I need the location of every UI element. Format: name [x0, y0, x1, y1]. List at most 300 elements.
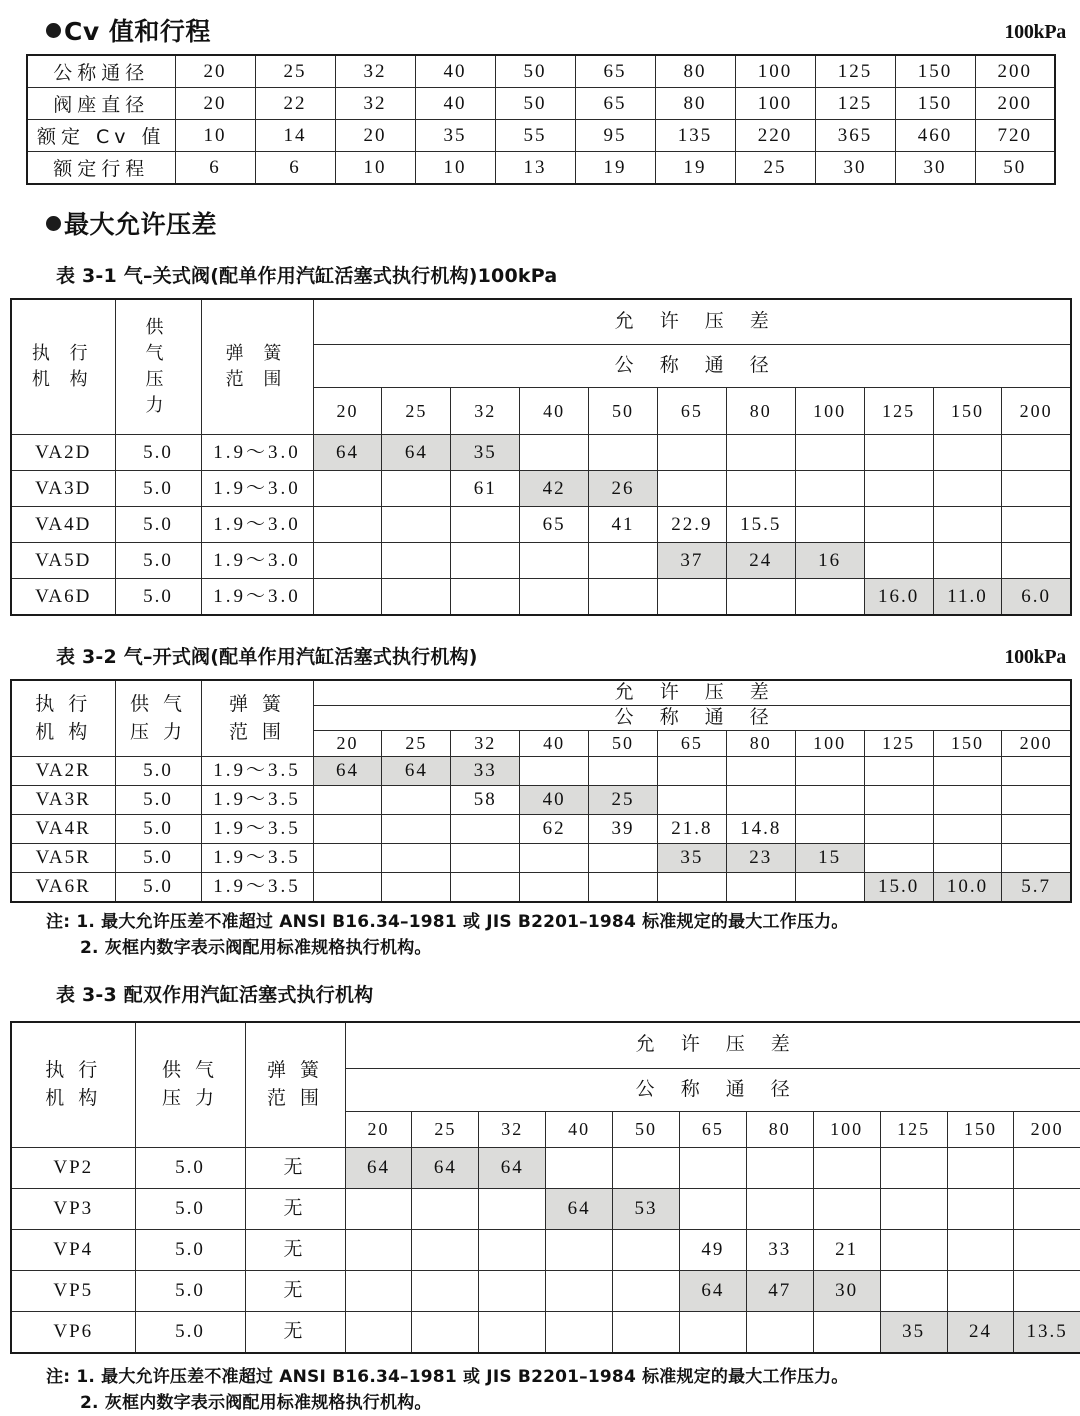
cv-cell: 95 [575, 120, 655, 152]
group-header-nominal-diameter: 公 称 通 径 [345, 1068, 1080, 1111]
col-header-dn: 50 [589, 731, 658, 757]
cell-allowable-dp: 6.0 [1002, 579, 1071, 616]
cv-cell: 100 [735, 88, 815, 120]
cell-allowable-dp: 42 [520, 471, 589, 507]
cell-spring-range: 1.9～3.5 [201, 873, 313, 903]
cell-supply-pressure: 5.0 [115, 757, 201, 786]
cv-cell: 365 [815, 120, 895, 152]
cell-supply-pressure: 5.0 [115, 873, 201, 903]
cell-allowable-dp: 33 [451, 757, 520, 786]
table-row [11, 507, 1071, 543]
cell-allowable-dp: 15.0 [864, 873, 933, 903]
cell-allowable-dp [451, 579, 520, 616]
cv-cell: 20 [175, 88, 255, 120]
cv-cell: 200 [975, 88, 1055, 120]
cv-cell: 460 [895, 120, 975, 152]
cell-allowable-dp: 37 [657, 543, 726, 579]
col-header-dn: 20 [313, 388, 382, 435]
cv-cell: 25 [735, 152, 815, 185]
cell-allowable-dp: 41 [589, 507, 658, 543]
cell-spring-range: 1.9～3.5 [201, 786, 313, 815]
cv-unit-label: 100kPa [1004, 20, 1066, 43]
cv-cell: 6 [255, 152, 335, 185]
cv-cell: 32 [335, 55, 415, 88]
col-header-dn: 25 [412, 1111, 479, 1147]
col-header-dn: 100 [813, 1111, 880, 1147]
group-header-allowable-dp: 允 许 压 差 [313, 680, 1071, 706]
group-header-nominal-diameter: 公 称 通 径 [313, 345, 1071, 388]
cell-spring-range: 1.9～3.5 [201, 757, 313, 786]
col-header-dn: 20 [313, 731, 382, 757]
table-row [27, 55, 1055, 88]
cv-cell: 32 [335, 88, 415, 120]
cell-allowable-dp [933, 471, 1002, 507]
cell-allowable-dp [1002, 507, 1071, 543]
cell-allowable-dp: 64 [679, 1270, 746, 1311]
col-header-dn: 150 [933, 388, 1002, 435]
col-header-actuator: 执 行 机 构 [11, 299, 115, 435]
col-header-dn: 200 [1002, 388, 1071, 435]
cell-allowable-dp [412, 1270, 479, 1311]
table-row [11, 873, 1071, 903]
cell-allowable-dp [795, 815, 864, 844]
cv-cell: 19 [575, 152, 655, 185]
cv-cell: 125 [815, 88, 895, 120]
cell-allowable-dp: 15 [795, 844, 864, 873]
cell-allowable-dp [657, 471, 726, 507]
cell-allowable-dp: 65 [520, 507, 589, 543]
table31-caption-row [0, 261, 1080, 288]
cell-actuator-model: VP3 [11, 1188, 135, 1229]
cell-allowable-dp: 53 [613, 1188, 680, 1229]
cell-supply-pressure: 5.0 [115, 786, 201, 815]
cell-supply-pressure: 5.0 [115, 815, 201, 844]
cv-cell: 100 [735, 55, 815, 88]
cell-allowable-dp [795, 757, 864, 786]
col-header-dn: 25 [382, 388, 451, 435]
cell-spring-range: 1.9～3.5 [201, 844, 313, 873]
col-header-dn: 32 [451, 388, 520, 435]
col-header-dn: 150 [933, 731, 1002, 757]
cv-cell: 80 [655, 55, 735, 88]
cell-supply-pressure: 5.0 [135, 1188, 245, 1229]
cv-cell: 50 [975, 152, 1055, 185]
cell-allowable-dp [726, 471, 795, 507]
cell-allowable-dp [933, 543, 1002, 579]
group-header-allowable-dp: 允 许 压 差 [313, 299, 1071, 345]
cell-allowable-dp: 21 [813, 1229, 880, 1270]
cell-allowable-dp [679, 1311, 746, 1353]
cell-allowable-dp [451, 507, 520, 543]
table-row [27, 152, 1055, 185]
cell-allowable-dp [520, 543, 589, 579]
cv-cell: 65 [575, 88, 655, 120]
cell-allowable-dp [864, 844, 933, 873]
cell-supply-pressure: 5.0 [135, 1270, 245, 1311]
cell-actuator-model: VA3R [11, 786, 115, 815]
cell-supply-pressure: 5.0 [135, 1311, 245, 1353]
cell-allowable-dp [1014, 1229, 1080, 1270]
cv-cell: 55 [495, 120, 575, 152]
cell-supply-pressure: 5.0 [135, 1229, 245, 1270]
cell-allowable-dp [412, 1188, 479, 1229]
cell-allowable-dp: 33 [746, 1229, 813, 1270]
cell-allowable-dp [1002, 786, 1071, 815]
dp-heading-group [46, 205, 217, 241]
cv-cell: 25 [255, 55, 335, 88]
col-header-dn: 40 [520, 731, 589, 757]
col-header-supply-pressure: 供 气 压 力 [115, 299, 201, 435]
cell-allowable-dp [546, 1229, 613, 1270]
col-header-dn: 25 [382, 731, 451, 757]
cv-cell: 135 [655, 120, 735, 152]
cell-allowable-dp [813, 1188, 880, 1229]
cell-allowable-dp [313, 543, 382, 579]
cell-allowable-dp: 16.0 [864, 579, 933, 616]
cell-allowable-dp [933, 435, 1002, 471]
cell-allowable-dp: 15.5 [726, 507, 795, 543]
col-header-dn: 40 [520, 388, 589, 435]
cell-actuator-model: VP4 [11, 1229, 135, 1270]
cell-allowable-dp [864, 815, 933, 844]
cell-allowable-dp [1002, 844, 1071, 873]
cell-allowable-dp [589, 435, 658, 471]
cell-allowable-dp [345, 1188, 412, 1229]
cv-cell: 19 [655, 152, 735, 185]
table33-notes [0, 1364, 1080, 1416]
cell-allowable-dp [1002, 815, 1071, 844]
cell-allowable-dp [313, 873, 382, 903]
table33-note-1: 注: 1. 最大允许压差不准超过 ANSI B16.34–1981 或 JIS B2201–1984 标准规定的最大工作压力。 [46, 1366, 849, 1387]
cell-allowable-dp [313, 844, 382, 873]
cell-allowable-dp [679, 1147, 746, 1188]
table-header-row [11, 680, 1071, 706]
cell-spring-range: 1.9～3.0 [201, 543, 313, 579]
cell-spring-range: 1.9～3.0 [201, 507, 313, 543]
col-header-dn: 40 [546, 1111, 613, 1147]
cell-allowable-dp [382, 579, 451, 616]
cell-allowable-dp [657, 579, 726, 616]
table33-caption: 表 3-3 配双作用汽缸活塞式执行机构 [56, 983, 374, 1006]
cell-allowable-dp [520, 435, 589, 471]
cell-allowable-dp: 64 [313, 757, 382, 786]
cell-allowable-dp [795, 471, 864, 507]
cell-allowable-dp [947, 1188, 1014, 1229]
cv-cell: 200 [975, 55, 1055, 88]
cell-allowable-dp [864, 507, 933, 543]
cell-allowable-dp [864, 543, 933, 579]
cv-cell: 150 [895, 55, 975, 88]
cell-allowable-dp [382, 873, 451, 903]
dp-section-header [0, 205, 1080, 241]
cell-allowable-dp [589, 543, 658, 579]
cell-allowable-dp [1002, 543, 1071, 579]
cell-allowable-dp [613, 1270, 680, 1311]
cell-allowable-dp [451, 815, 520, 844]
cell-actuator-model: VA5R [11, 844, 115, 873]
cell-allowable-dp: 22.9 [657, 507, 726, 543]
cell-allowable-dp [382, 543, 451, 579]
col-header-actuator: 执 行 机 构 [11, 680, 115, 757]
cell-allowable-dp: 61 [451, 471, 520, 507]
col-header-supply-pressure: 供 气 压 力 [135, 1022, 245, 1148]
dp-heading-text: 最大允许压差 [64, 210, 218, 239]
col-header-dn: 200 [1002, 731, 1071, 757]
table-row [11, 1147, 1080, 1188]
col-header-supply-pressure: 供 气 压 力 [115, 680, 201, 757]
cell-allowable-dp [679, 1188, 746, 1229]
table-row [11, 543, 1071, 579]
cv-cell: 50 [495, 88, 575, 120]
cell-allowable-dp [520, 757, 589, 786]
cell-allowable-dp [880, 1270, 947, 1311]
col-header-dn: 100 [795, 388, 864, 435]
cell-allowable-dp [746, 1188, 813, 1229]
table31-caption: 表 3-1 气–关式阀(配单作用汽缸活塞式执行机构)100kPa [56, 265, 558, 287]
cell-allowable-dp: 11.0 [933, 579, 1002, 616]
cell-allowable-dp [795, 786, 864, 815]
cell-allowable-dp: 64 [313, 435, 382, 471]
cell-actuator-model: VA3D [11, 471, 115, 507]
table-row [11, 1270, 1080, 1311]
cell-allowable-dp: 49 [679, 1229, 746, 1270]
cell-allowable-dp [546, 1311, 613, 1353]
cell-allowable-dp: 5.7 [1002, 873, 1071, 903]
cell-spring-range: 无 [245, 1147, 345, 1188]
cell-allowable-dp [520, 579, 589, 616]
table33-caption-row [0, 980, 1080, 1007]
cell-actuator-model: VA4R [11, 815, 115, 844]
cell-allowable-dp [589, 873, 658, 903]
table-3-1-air-to-close [10, 298, 1072, 616]
cell-allowable-dp: 24 [947, 1311, 1014, 1353]
cv-cell: 150 [895, 88, 975, 120]
col-header-dn: 200 [1014, 1111, 1080, 1147]
cell-allowable-dp [746, 1147, 813, 1188]
cell-allowable-dp [1014, 1270, 1080, 1311]
cell-allowable-dp [451, 873, 520, 903]
cell-allowable-dp [313, 786, 382, 815]
cell-allowable-dp [726, 435, 795, 471]
cell-allowable-dp: 25 [589, 786, 658, 815]
col-header-dn: 65 [657, 388, 726, 435]
table32-body [11, 680, 1071, 902]
cell-allowable-dp [813, 1147, 880, 1188]
cv-cell: 30 [815, 152, 895, 185]
cell-actuator-model: VA6D [11, 579, 115, 616]
cell-spring-range: 无 [245, 1270, 345, 1311]
cell-allowable-dp: 30 [813, 1270, 880, 1311]
cv-row-label: 额定行程 [27, 152, 175, 185]
col-header-dn: 125 [864, 388, 933, 435]
cell-supply-pressure: 5.0 [115, 579, 201, 616]
cv-cell: 220 [735, 120, 815, 152]
cell-allowable-dp [726, 757, 795, 786]
cell-spring-range: 1.9～3.0 [201, 435, 313, 471]
cell-allowable-dp [613, 1229, 680, 1270]
cell-allowable-dp: 64 [546, 1188, 613, 1229]
cell-allowable-dp [382, 786, 451, 815]
cell-allowable-dp: 16 [795, 543, 864, 579]
cell-allowable-dp: 23 [726, 844, 795, 873]
cell-allowable-dp [933, 507, 1002, 543]
cell-allowable-dp [795, 579, 864, 616]
cell-allowable-dp [479, 1229, 546, 1270]
cv-cell: 14 [255, 120, 335, 152]
cell-allowable-dp [313, 579, 382, 616]
cell-allowable-dp: 64 [382, 435, 451, 471]
cell-allowable-dp [479, 1311, 546, 1353]
cell-spring-range: 无 [245, 1229, 345, 1270]
col-header-actuator: 执 行 机 构 [11, 1022, 135, 1148]
table-row [11, 1188, 1080, 1229]
table32-caption-row [0, 642, 1080, 669]
cell-allowable-dp: 13.5 [1014, 1311, 1080, 1353]
cell-allowable-dp [657, 435, 726, 471]
group-header-allowable-dp: 允 许 压 差 [345, 1022, 1080, 1069]
table32-unit-label: 100kPa [1004, 646, 1066, 668]
cell-allowable-dp [1014, 1188, 1080, 1229]
cv-heading-group [46, 12, 211, 48]
col-header-spring-range: 弹 簧 范 围 [245, 1022, 345, 1148]
table-3-3-double-acting [10, 1021, 1080, 1354]
cell-allowable-dp [795, 507, 864, 543]
cell-allowable-dp [795, 435, 864, 471]
filled-circle-bullet-icon [46, 216, 61, 231]
col-header-dn: 20 [345, 1111, 412, 1147]
cell-allowable-dp [933, 786, 1002, 815]
cell-allowable-dp: 35 [880, 1311, 947, 1353]
cell-allowable-dp: 10.0 [933, 873, 1002, 903]
col-header-dn: 100 [795, 731, 864, 757]
cell-allowable-dp: 24 [726, 543, 795, 579]
table-row [11, 579, 1071, 616]
cell-allowable-dp [933, 844, 1002, 873]
cell-allowable-dp: 39 [589, 815, 658, 844]
cell-allowable-dp [726, 786, 795, 815]
cell-allowable-dp: 62 [520, 815, 589, 844]
cell-actuator-model: VA2R [11, 757, 115, 786]
col-header-dn: 125 [864, 731, 933, 757]
cell-allowable-dp: 64 [345, 1147, 412, 1188]
cell-spring-range: 1.9～3.0 [201, 471, 313, 507]
cell-allowable-dp [947, 1229, 1014, 1270]
table-row [27, 120, 1055, 152]
table-row [11, 815, 1071, 844]
cell-allowable-dp [613, 1311, 680, 1353]
cv-row-label: 公称通径 [27, 55, 175, 88]
cell-supply-pressure: 5.0 [115, 507, 201, 543]
cell-allowable-dp [613, 1147, 680, 1188]
cell-allowable-dp [313, 815, 382, 844]
cell-allowable-dp: 35 [657, 844, 726, 873]
cv-cell: 10 [335, 152, 415, 185]
table-row [27, 88, 1055, 120]
cv-cell: 80 [655, 88, 735, 120]
cell-supply-pressure: 5.0 [135, 1147, 245, 1188]
cell-allowable-dp [1002, 757, 1071, 786]
cv-cell: 125 [815, 55, 895, 88]
cell-allowable-dp [589, 579, 658, 616]
cv-value-and-stroke-table [26, 54, 1056, 185]
cv-cell: 10 [175, 120, 255, 152]
cell-actuator-model: VP5 [11, 1270, 135, 1311]
cell-allowable-dp [412, 1311, 479, 1353]
cell-actuator-model: VA4D [11, 507, 115, 543]
col-header-dn: 80 [746, 1111, 813, 1147]
table-3-2-air-to-open [10, 679, 1072, 903]
cell-allowable-dp [795, 873, 864, 903]
cv-cell: 20 [335, 120, 415, 152]
cell-supply-pressure: 5.0 [115, 471, 201, 507]
cell-allowable-dp [726, 579, 795, 616]
cv-row-label: 阀座直径 [27, 88, 175, 120]
cv-row-label: 额定 Cv 值 [27, 120, 175, 152]
table-header-row [11, 299, 1071, 345]
col-header-dn: 150 [947, 1111, 1014, 1147]
cell-actuator-model: VA5D [11, 543, 115, 579]
col-header-dn: 32 [479, 1111, 546, 1147]
cell-allowable-dp [947, 1147, 1014, 1188]
table33-note-2: 2. 灰框内数字表示阀配用标准规格执行机构。 [80, 1393, 432, 1414]
table-row [11, 471, 1071, 507]
cv-cell: 10 [415, 152, 495, 185]
cell-allowable-dp [382, 471, 451, 507]
table-header-row [11, 1022, 1080, 1069]
cell-allowable-dp [746, 1311, 813, 1353]
cell-allowable-dp [933, 757, 1002, 786]
cell-allowable-dp [880, 1229, 947, 1270]
table-row [11, 1311, 1080, 1353]
cell-actuator-model: VA6R [11, 873, 115, 903]
col-header-dn: 65 [657, 731, 726, 757]
cell-allowable-dp: 14.8 [726, 815, 795, 844]
cell-spring-range: 1.9～3.5 [201, 815, 313, 844]
col-header-dn: 80 [726, 731, 795, 757]
cv-cell: 22 [255, 88, 335, 120]
cv-cell: 30 [895, 152, 975, 185]
cell-allowable-dp [451, 543, 520, 579]
table32-note-2: 2. 灰框内数字表示阀配用标准规格执行机构。 [80, 938, 432, 959]
cell-allowable-dp [546, 1147, 613, 1188]
col-header-dn: 125 [880, 1111, 947, 1147]
table31-body [11, 299, 1071, 615]
cv-cell: 720 [975, 120, 1055, 152]
cv-cell: 40 [415, 55, 495, 88]
col-header-dn: 50 [613, 1111, 680, 1147]
cell-allowable-dp [520, 844, 589, 873]
cell-allowable-dp: 21.8 [657, 815, 726, 844]
table32-note-1: 注: 1. 最大允许压差不准超过 ANSI B16.34–1981 或 JIS B2201–1984 标准规定的最大工作压力。 [46, 912, 849, 932]
cell-allowable-dp [382, 844, 451, 873]
cell-allowable-dp [479, 1188, 546, 1229]
table-row [11, 1229, 1080, 1270]
cell-allowable-dp [880, 1147, 947, 1188]
cell-allowable-dp [1002, 471, 1071, 507]
cell-allowable-dp: 26 [589, 471, 658, 507]
cell-allowable-dp: 35 [451, 435, 520, 471]
cell-spring-range: 1.9～3.0 [201, 579, 313, 616]
table-row [11, 757, 1071, 786]
col-header-dn: 80 [726, 388, 795, 435]
table33-body [11, 1022, 1080, 1353]
cell-actuator-model: VP2 [11, 1147, 135, 1188]
cv-cell: 35 [415, 120, 495, 152]
cv-cell: 65 [575, 55, 655, 88]
cell-allowable-dp: 47 [746, 1270, 813, 1311]
cell-allowable-dp [313, 471, 382, 507]
col-header-dn: 65 [679, 1111, 746, 1147]
